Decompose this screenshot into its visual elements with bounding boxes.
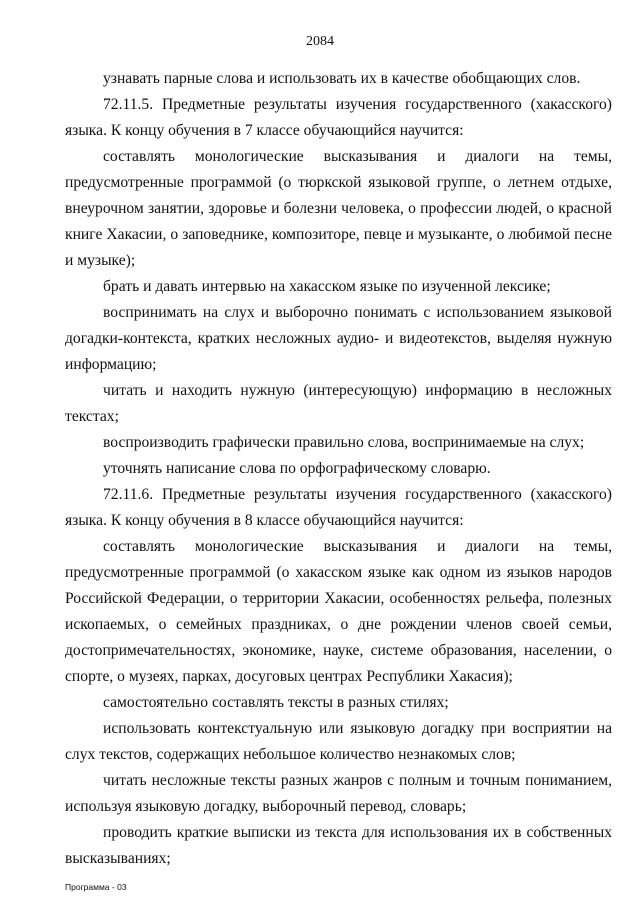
paragraph-synonyms: узнавать парные слова и использовать их в качестве обобщающих слов.	[103, 70, 581, 87]
paragraph-styles: самостоятельно составлять тексты в разных стилях;	[103, 694, 449, 711]
paragraph-monologues-7: составлять монологические высказывания и диалоги на темы, предусмотренные программой (о тюркской языковой группе, о летнем отдыхе, внеурочном занятии, здоровье и болезни человека, о профессии людей, о красной книге Хакасии, о заповеднике, композиторе, певце и музыканте, о любимой песне и музыке);	[65, 148, 612, 269]
paragraph-writing: воспроизводить графически правильно слова, воспринимаемые на слух;	[103, 434, 585, 451]
paragraph-listening: воспринимать на слух и выборочно понимать с использованием языковой догадки-контекста, кратких несложных аудио- и видеотекстов, выделяя нужную информацию;	[65, 304, 612, 373]
page-footer: Программа - 03	[65, 882, 127, 892]
page-number: 2084	[306, 34, 334, 49]
paragraph-interview: брать и давать интервью на хакасском языке по изученной лексике;	[103, 278, 551, 295]
paragraph-spelling: уточнять написание слова по орфографическому словарю.	[103, 460, 491, 477]
document-body	[65, 66, 612, 872]
paragraph-excerpts: проводить краткие выписки из текста для использования их в собственных высказываниях;	[65, 824, 612, 867]
paragraph-reading: читать и находить нужную (интересующую) информацию в несложных текстах;	[65, 382, 612, 425]
paragraph-context-guess: использовать контекстуальную или языковую догадку при восприятии на слух текстов, содержащих небольшое количество незнакомых слов;	[65, 720, 612, 763]
paragraph-section-72-11-6: 72.11.6. Предметные результаты изучения государственного (хакасского) языка. К концу обучения в 8 классе обучающийся научится:	[65, 486, 612, 529]
paragraph-section-72-11-5: 72.11.5. Предметные результаты изучения государственного (хакасского) языка. К концу обучения в 7 классе обучающийся научится:	[65, 96, 612, 139]
paragraph-genres: читать несложные тексты разных жанров с полным и точным пониманием, используя языковую догадку, выборочный перевод, словарь;	[65, 772, 612, 815]
paragraph-monologues-8: составлять монологические высказывания и диалоги на темы, предусмотренные программой (о хакасском языке как одном из языков народов Российской Федерации, о территории Хакасии, особенностях рельефа, полезных ископаемых, о семейных праздниках, о дне рождении членов своей семьи, достопримечательностях, экономике, науке, системе образования, населении, о спорте, о музеях, парках, досуговых центрах Республики Хакасия);	[65, 538, 612, 685]
